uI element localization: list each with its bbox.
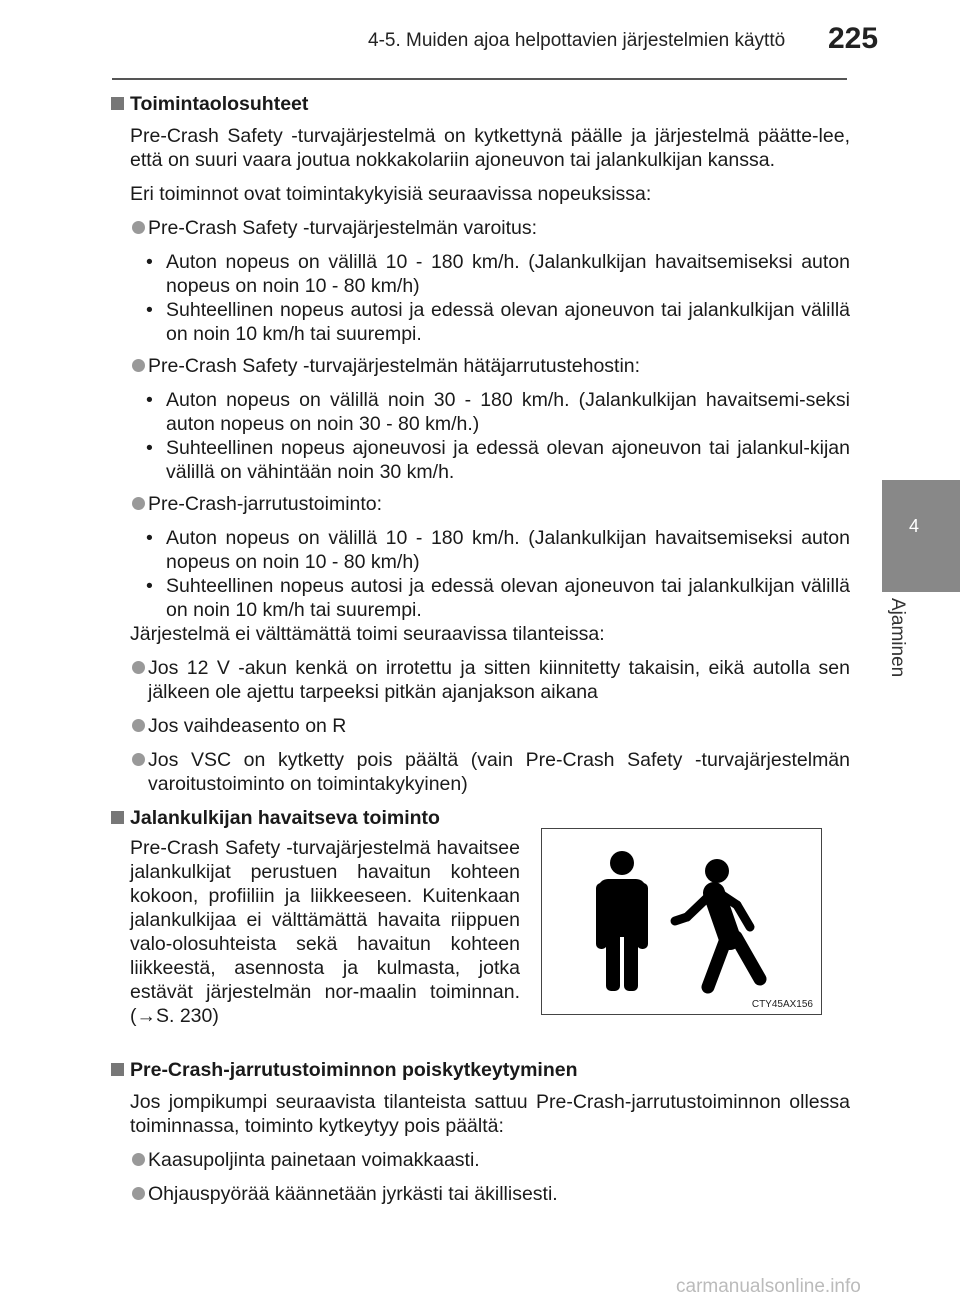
sub-bullet-text: Auton nopeus on välillä 10 - 180 km/h. (Jalankulkijan havaitsemiseksi auton nopeus on noin 10 - 80 km/h) (166, 527, 850, 573)
bullet-dot-icon (132, 719, 145, 732)
figure-code: CTY45AX156 (751, 999, 813, 1010)
section-heading-conditions: Toimintaolosuhteet (110, 92, 850, 116)
watermark: carmanualsonline.info (676, 1276, 861, 1297)
bullet-text: Pre-Crash Safety -turvajärjestelmän hätäjarrutustehostin: (148, 355, 641, 377)
bullet-item (110, 714, 850, 738)
paragraph: Järjestelmä ei välttämättä toimi seuraavissa tilanteissa: (130, 623, 605, 645)
paragraph: Eri toiminnot ovat toimintakykyisiä seuraavissa nopeuksissa: (130, 183, 652, 205)
section-heading-cancel: Pre-Crash-jarrutustoiminnon poiskytkeytyminen (110, 1058, 850, 1082)
sub-bullet-icon: • (146, 575, 153, 597)
chapter-label-text: Ajaminen (887, 598, 908, 678)
bullet-item (110, 492, 850, 516)
sub-bullet-text: Auton nopeus on välillä noin 30 - 180 km/h. (Jalankulkijan havaitsemi-seksi auton nopeus on noin 30 - 80 km/h.) (166, 389, 850, 435)
pedestrian-illustration (542, 829, 823, 1016)
sub-bullet-item (110, 250, 850, 298)
sub-bullet-item (110, 388, 850, 436)
bullet-item (110, 748, 850, 796)
bullet-dot-icon (132, 497, 145, 510)
bullet-item (110, 1148, 850, 1172)
bullet-item (110, 216, 850, 240)
section-heading-pedestrian: Jalankulkijan havaitseva toiminto (110, 806, 850, 830)
page-number: 225 (828, 22, 879, 55)
header-rule (112, 78, 847, 80)
pedestrian-body-text: Pre-Crash Safety -turvajärjestelmä havaitsee jalankulkijat perustuen havaitun kohteen kokoon, profiiliin ja liikkeeseen. Kuitenkaan jalankulkijaa ei välttämättä havaita riippuen valo-olosuhteista sekä havaitun kohteen liikkeestä, asennosta ja kulmasta, jotka estävät järjestelmän nor-maalin toiminnan. ( (130, 837, 520, 1027)
bullet-text: Pre-Crash Safety -turvajärjestelmän varoitus: (148, 217, 538, 239)
bullet-item (110, 354, 850, 378)
sub-bullet-icon: • (146, 299, 153, 321)
bullet-dot-icon (132, 1153, 145, 1166)
sub-bullet-text: Suhteellinen nopeus autosi ja edessä olevan ajoneuvon tai jalankulkijan välillä on noin 10 km/h tai suurempi. (166, 299, 850, 345)
page-reference-link[interactable]: S. 230) (156, 1005, 219, 1027)
sub-bullet-item (110, 298, 850, 346)
bullet-dot-icon (132, 359, 145, 372)
running-header: 4-5. Muiden ajoa helpottavien järjestelmien käyttö (368, 30, 786, 51)
page-content (110, 90, 850, 1206)
bullet-text: Jos VSC on kytketty pois päältä (vain Pre-Crash Safety -turvajärjestelmän varoitustoiminto on toimintakykyinen) (148, 749, 850, 795)
sub-bullet-icon: • (146, 251, 153, 273)
sub-bullet-text: Suhteellinen nopeus ajoneuvosi ja edessä olevan ajoneuvon tai jalankul-kijan välillä on vähintään noin 30 km/h. (166, 437, 850, 483)
bullet-text: Kaasupoljinta painetaan voimakkaasti. (148, 1149, 480, 1171)
bullet-dot-icon (132, 661, 145, 674)
chapter-number: 4 (908, 516, 919, 536)
sub-bullet-icon: • (146, 389, 153, 411)
sub-bullet-icon: • (146, 527, 153, 549)
arrow-icon: → (136, 1005, 156, 1027)
bullet-text: Jos 12 V -akun kenkä on irrotettu ja sitten kiinnitetty takaisin, eikä autolla sen jälkeen ole ajettu tarpeeksi pitkän ajanjakson aikana (148, 657, 850, 703)
chapter-tab (882, 480, 960, 592)
sub-bullet-text: Suhteellinen nopeus autosi ja edessä olevan ajoneuvon tai jalankulkijan välillä on noin 10 km/h tai suurempi. (166, 575, 850, 621)
sub-bullet-text: Auton nopeus on välillä 10 - 180 km/h. (Jalankulkijan havaitsemiseksi auton nopeus on noin 10 - 80 km/h) (166, 251, 850, 297)
bullet-text: Jos vaihdeasento on R (148, 715, 347, 737)
bullet-dot-icon (132, 753, 145, 766)
walking-person-icon (675, 859, 760, 987)
bullet-item (110, 1182, 850, 1206)
sub-bullet-item (110, 526, 850, 574)
paragraph: Jos jompikumpi seuraavista tilanteista sattuu Pre-Crash-jarrutustoiminnon ollessa toiminnassa, toiminto kytkeytyy pois päältä: (130, 1091, 850, 1137)
chapter-label (880, 590, 940, 710)
sub-bullet-icon: • (146, 437, 153, 459)
bullet-text: Ohjauspyörää käännetään jyrkästi tai äkillisesti. (148, 1183, 558, 1205)
bullet-dot-icon (132, 1187, 145, 1200)
sub-bullet-item (110, 574, 850, 622)
standing-person-icon (596, 851, 648, 991)
sub-bullet-item (110, 436, 850, 484)
paragraph: Pre-Crash Safety -turvajärjestelmä on kytkettynä päälle ja järjestelmä päätte-lee, että on suuri vaara joutua nokkakolariin ajoneuvon tai jalankulkijan kanssa. (130, 125, 850, 171)
paragraph (110, 836, 520, 1028)
pedestrian-figure (541, 828, 822, 1015)
bullet-dot-icon (132, 221, 145, 234)
bullet-item (110, 656, 850, 704)
bullet-text: Pre-Crash-jarrutustoiminto: (148, 493, 383, 515)
